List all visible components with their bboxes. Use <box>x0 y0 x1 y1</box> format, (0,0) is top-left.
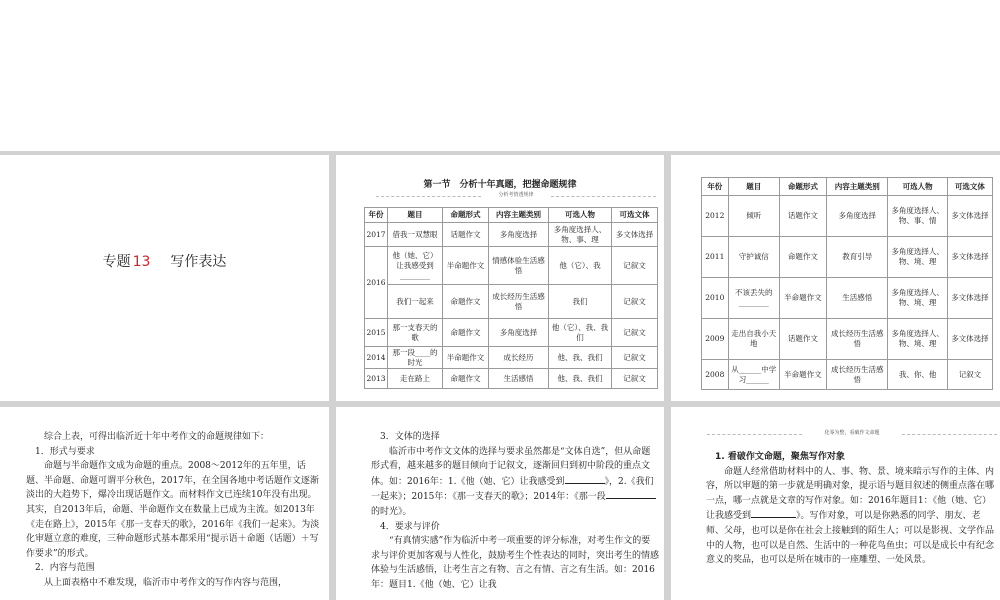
paragraph-heading: 1. 看破作文命题，聚焦写作对象 <box>715 452 845 462</box>
slide-thumbnail-6[interactable] <box>671 407 1000 600</box>
table-cell: 多角度选择人、物、境、理 <box>888 278 947 319</box>
slide-thumbnail-1[interactable] <box>0 155 329 401</box>
table-cell: 多角度选择人、物、事、情 <box>888 196 947 237</box>
table-cell: 多角度选择 <box>826 196 887 237</box>
col-header: 可选文体 <box>612 208 658 223</box>
col-header: 题目 <box>388 208 443 223</box>
col-header: 年份 <box>702 178 729 196</box>
table-cell: 记叙文 <box>612 247 658 285</box>
table-row <box>702 196 993 237</box>
section-subtitle <box>376 191 656 201</box>
table-cell: 成长经历 <box>489 347 549 369</box>
table-cell: 2011 <box>702 237 729 278</box>
paragraph <box>706 465 996 568</box>
text-run: 临沂市中考作文文体的选择与要求虽然都是“文体自选”，但从命题形式看，越来越多的题目倾向于记叙文，逐渐回归到初中阶段的重点文体。如：2016年：1.《他（她、它）让我感受到 <box>371 446 651 487</box>
table-cell: 半命题作文 <box>443 247 489 285</box>
table-cell: 记叙文 <box>612 285 658 319</box>
table-cell: 走在路上 <box>388 369 443 389</box>
table-cell: 我们 <box>549 285 612 319</box>
table-cell: 2016 <box>365 247 388 319</box>
paragraph: 从上面表格中不难发现，临沂市中考作文的写作内容与范围， <box>44 577 288 588</box>
table-cell: 记叙文 <box>612 319 658 347</box>
slide-thumbnail-5[interactable] <box>336 407 664 600</box>
table-cell: 那一段____的时光 <box>388 347 443 369</box>
table-cell: 教育引导 <box>826 237 887 278</box>
col-header: 可选文体 <box>947 178 992 196</box>
col-header: 命题形式 <box>443 208 489 223</box>
text-run: 命题人经常借助材料中的人、事、物、景、境来暗示写作的主体、内容，所以审题的第一步就是明确对象，提示语与题目叙述的侧重点落在哪一点，哪一点就是文章的写作对象。如：2016年题目1：《他（她、它）让我感受到 <box>706 466 995 522</box>
summary-text <box>26 430 320 591</box>
section-banner-text: 化零为整，看破作文命题 <box>824 430 880 436</box>
table-cell: 多角度选择 <box>489 319 549 347</box>
table-cell: 我们一起来 <box>388 285 443 319</box>
table-cell: 半命题作文 <box>779 360 826 390</box>
paragraph-heading: 4．要求与评价 <box>380 521 440 532</box>
paragraph: “有真情实感”作为临沂中考一项重要的评分标准，对考生作文的要求与评价更加客观与人性化，鼓励考生个性表达的同时，突出考生的情感体验与生活感悟，让考生言之有物、言之有情、言之有生活。如：2016年：题目1.《他（她、它）让我 <box>371 536 660 590</box>
analysis-text <box>706 450 996 568</box>
table-cell: 他（它）、我 <box>549 247 612 285</box>
exam-table-2012-2008 <box>701 177 993 390</box>
paragraph-heading: 2．内容与范围 <box>35 563 95 574</box>
exam-table-2017-2013 <box>364 207 658 389</box>
slide-thumbnail-3[interactable] <box>671 155 1000 401</box>
slide-thumbnail-4[interactable] <box>0 407 329 600</box>
table-cell: 借我一双慧眼 <box>388 223 443 247</box>
col-header: 年份 <box>365 208 388 223</box>
table-cell: 2010 <box>702 278 729 319</box>
table-row <box>702 237 993 278</box>
table-row <box>702 319 993 360</box>
paragraph: 综合上表，可得出临沂近十年中考作文的命题规律如下： <box>44 432 270 442</box>
table-cell: 命题作文 <box>779 237 826 278</box>
table-cell: 成长经历生活感悟 <box>826 360 887 390</box>
table-cell: 成长经历生活感悟 <box>826 319 887 360</box>
table-cell: 倾听 <box>728 196 779 237</box>
table-cell: 走出自我小天地 <box>728 319 779 360</box>
table-row <box>365 347 658 369</box>
text-run: 》，2.《我们一起来》；2015年：《那一支春天的歌》；2014年：《那一段 <box>371 476 654 503</box>
table-cell: 命题作文 <box>443 319 489 347</box>
table-cell: 情感体验生活感悟 <box>489 247 549 285</box>
table-cell: 不该丢失的________ <box>728 278 779 319</box>
table-cell: 2015 <box>365 319 388 347</box>
col-header: 内容主题类别 <box>489 208 549 223</box>
paragraph-heading: 3．文体的选择 <box>380 432 440 442</box>
col-header: 命题形式 <box>779 178 826 196</box>
section-subtitle-text: 分析考情透规律 <box>498 192 534 198</box>
topic-number: 13 <box>132 254 151 270</box>
table-cell: 命题作文 <box>443 369 489 389</box>
topic-prefix: 专题 <box>102 254 131 270</box>
table-cell: 从______中学习______ <box>728 360 779 390</box>
col-header: 可选人物 <box>888 178 947 196</box>
section-title: 第一节 分析十年真题，把握命题规律 <box>423 180 577 190</box>
text-run: 的时光》。 <box>371 506 412 517</box>
table-cell: 2009 <box>702 319 729 360</box>
table-cell: 他、我、我们 <box>549 347 612 369</box>
table-cell: 话题作文 <box>443 223 489 247</box>
table-cell: 多文体选择 <box>947 319 992 360</box>
table-cell: 记叙文 <box>947 360 992 390</box>
paragraph: 命题与半命题作文成为命题的重点。2008～2012年的五年里，话题、半命题、命题可谓平分秋色，2017年，在全国各地中考话题作文逐渐淡出的大趋势下，爆冷出现话题作文。而材料作文已连续10年没有出现。其实，自2013年后，命题、半命题作文在数量上已成为主流。如2013年《走在路上》，2015年《那一支春天的歌》，2016年《我们一起来》。为淡化审题立意的难度，三种命题形式基本都采用“提示语＋命题（话题）＋写作要求”的形式。 <box>26 461 320 559</box>
table-cell: 多文体选择 <box>947 237 992 278</box>
table-row <box>365 369 658 389</box>
table-row <box>365 223 658 247</box>
table-cell: 多文体选择 <box>612 223 658 247</box>
table-cell: 多角度选择人、物、事、理 <box>549 223 612 247</box>
table-cell: 生活感悟 <box>489 369 549 389</box>
table-cell: 记叙文 <box>612 369 658 389</box>
table-row <box>365 285 658 319</box>
topic-name: 写作表达 <box>170 254 227 270</box>
slide-thumbnail-2[interactable] <box>336 155 664 401</box>
table-cell: 2014 <box>365 347 388 369</box>
blank-underline <box>751 508 796 518</box>
table-cell: 多角度选择人、物、境、理 <box>888 319 947 360</box>
table-cell: 2017 <box>365 223 388 247</box>
table-cell: 他（她、它）让我感受到________ <box>388 247 443 285</box>
table-cell: 话题作文 <box>779 196 826 237</box>
table-cell: 生活感悟 <box>826 278 887 319</box>
table-row <box>702 278 993 319</box>
topic-title <box>0 251 329 271</box>
table-cell: 多文体选择 <box>947 196 992 237</box>
table-cell: 我、你、他 <box>888 360 947 390</box>
table-row <box>365 319 658 347</box>
table-cell: 他、我、我们 <box>549 369 612 389</box>
table-cell: 成长经历生活感悟 <box>489 285 549 319</box>
blank-underline <box>606 489 656 499</box>
col-header: 题目 <box>728 178 779 196</box>
table-cell: 半命题作文 <box>779 278 826 319</box>
table-cell: 半命题作文 <box>443 347 489 369</box>
table-cell: 多角度选择人、物、境、理 <box>888 237 947 278</box>
table-row <box>702 360 993 390</box>
table-cell: 2008 <box>702 360 729 390</box>
table-cell: 那一支春天的歌 <box>388 319 443 347</box>
table-cell: 多文体选择 <box>947 278 992 319</box>
table-row <box>365 247 658 285</box>
text-run: 》。写作对象，可以是你熟悉的同学、朋友、老师、父母，也可以是你在社会上接触到的陌生人；可以是影视、文学作品中的人物，也可以是自然、生活中的一种花鸟鱼虫；可以是成长中有纪念意义的奖品，也可以是所在城市的一座雕塑、一处风景。 <box>706 511 995 566</box>
paragraph-heading: 1．形式与要求 <box>35 446 95 457</box>
table-cell: 话题作文 <box>779 319 826 360</box>
table-cell: 他（它）、我、我们 <box>549 319 612 347</box>
table-cell: 多角度选择 <box>489 223 549 247</box>
paragraph <box>371 445 659 520</box>
table-cell: 2013 <box>365 369 388 389</box>
table-cell: 守护诚信 <box>728 237 779 278</box>
table-cell: 记叙文 <box>612 347 658 369</box>
section-banner <box>707 429 997 439</box>
col-header: 可选人物 <box>549 208 612 223</box>
requirements-text <box>371 430 659 593</box>
table-cell: 命题作文 <box>443 285 489 319</box>
table-cell: 2012 <box>702 196 729 237</box>
col-header: 内容主题类别 <box>826 178 887 196</box>
blank-underline <box>565 474 605 484</box>
